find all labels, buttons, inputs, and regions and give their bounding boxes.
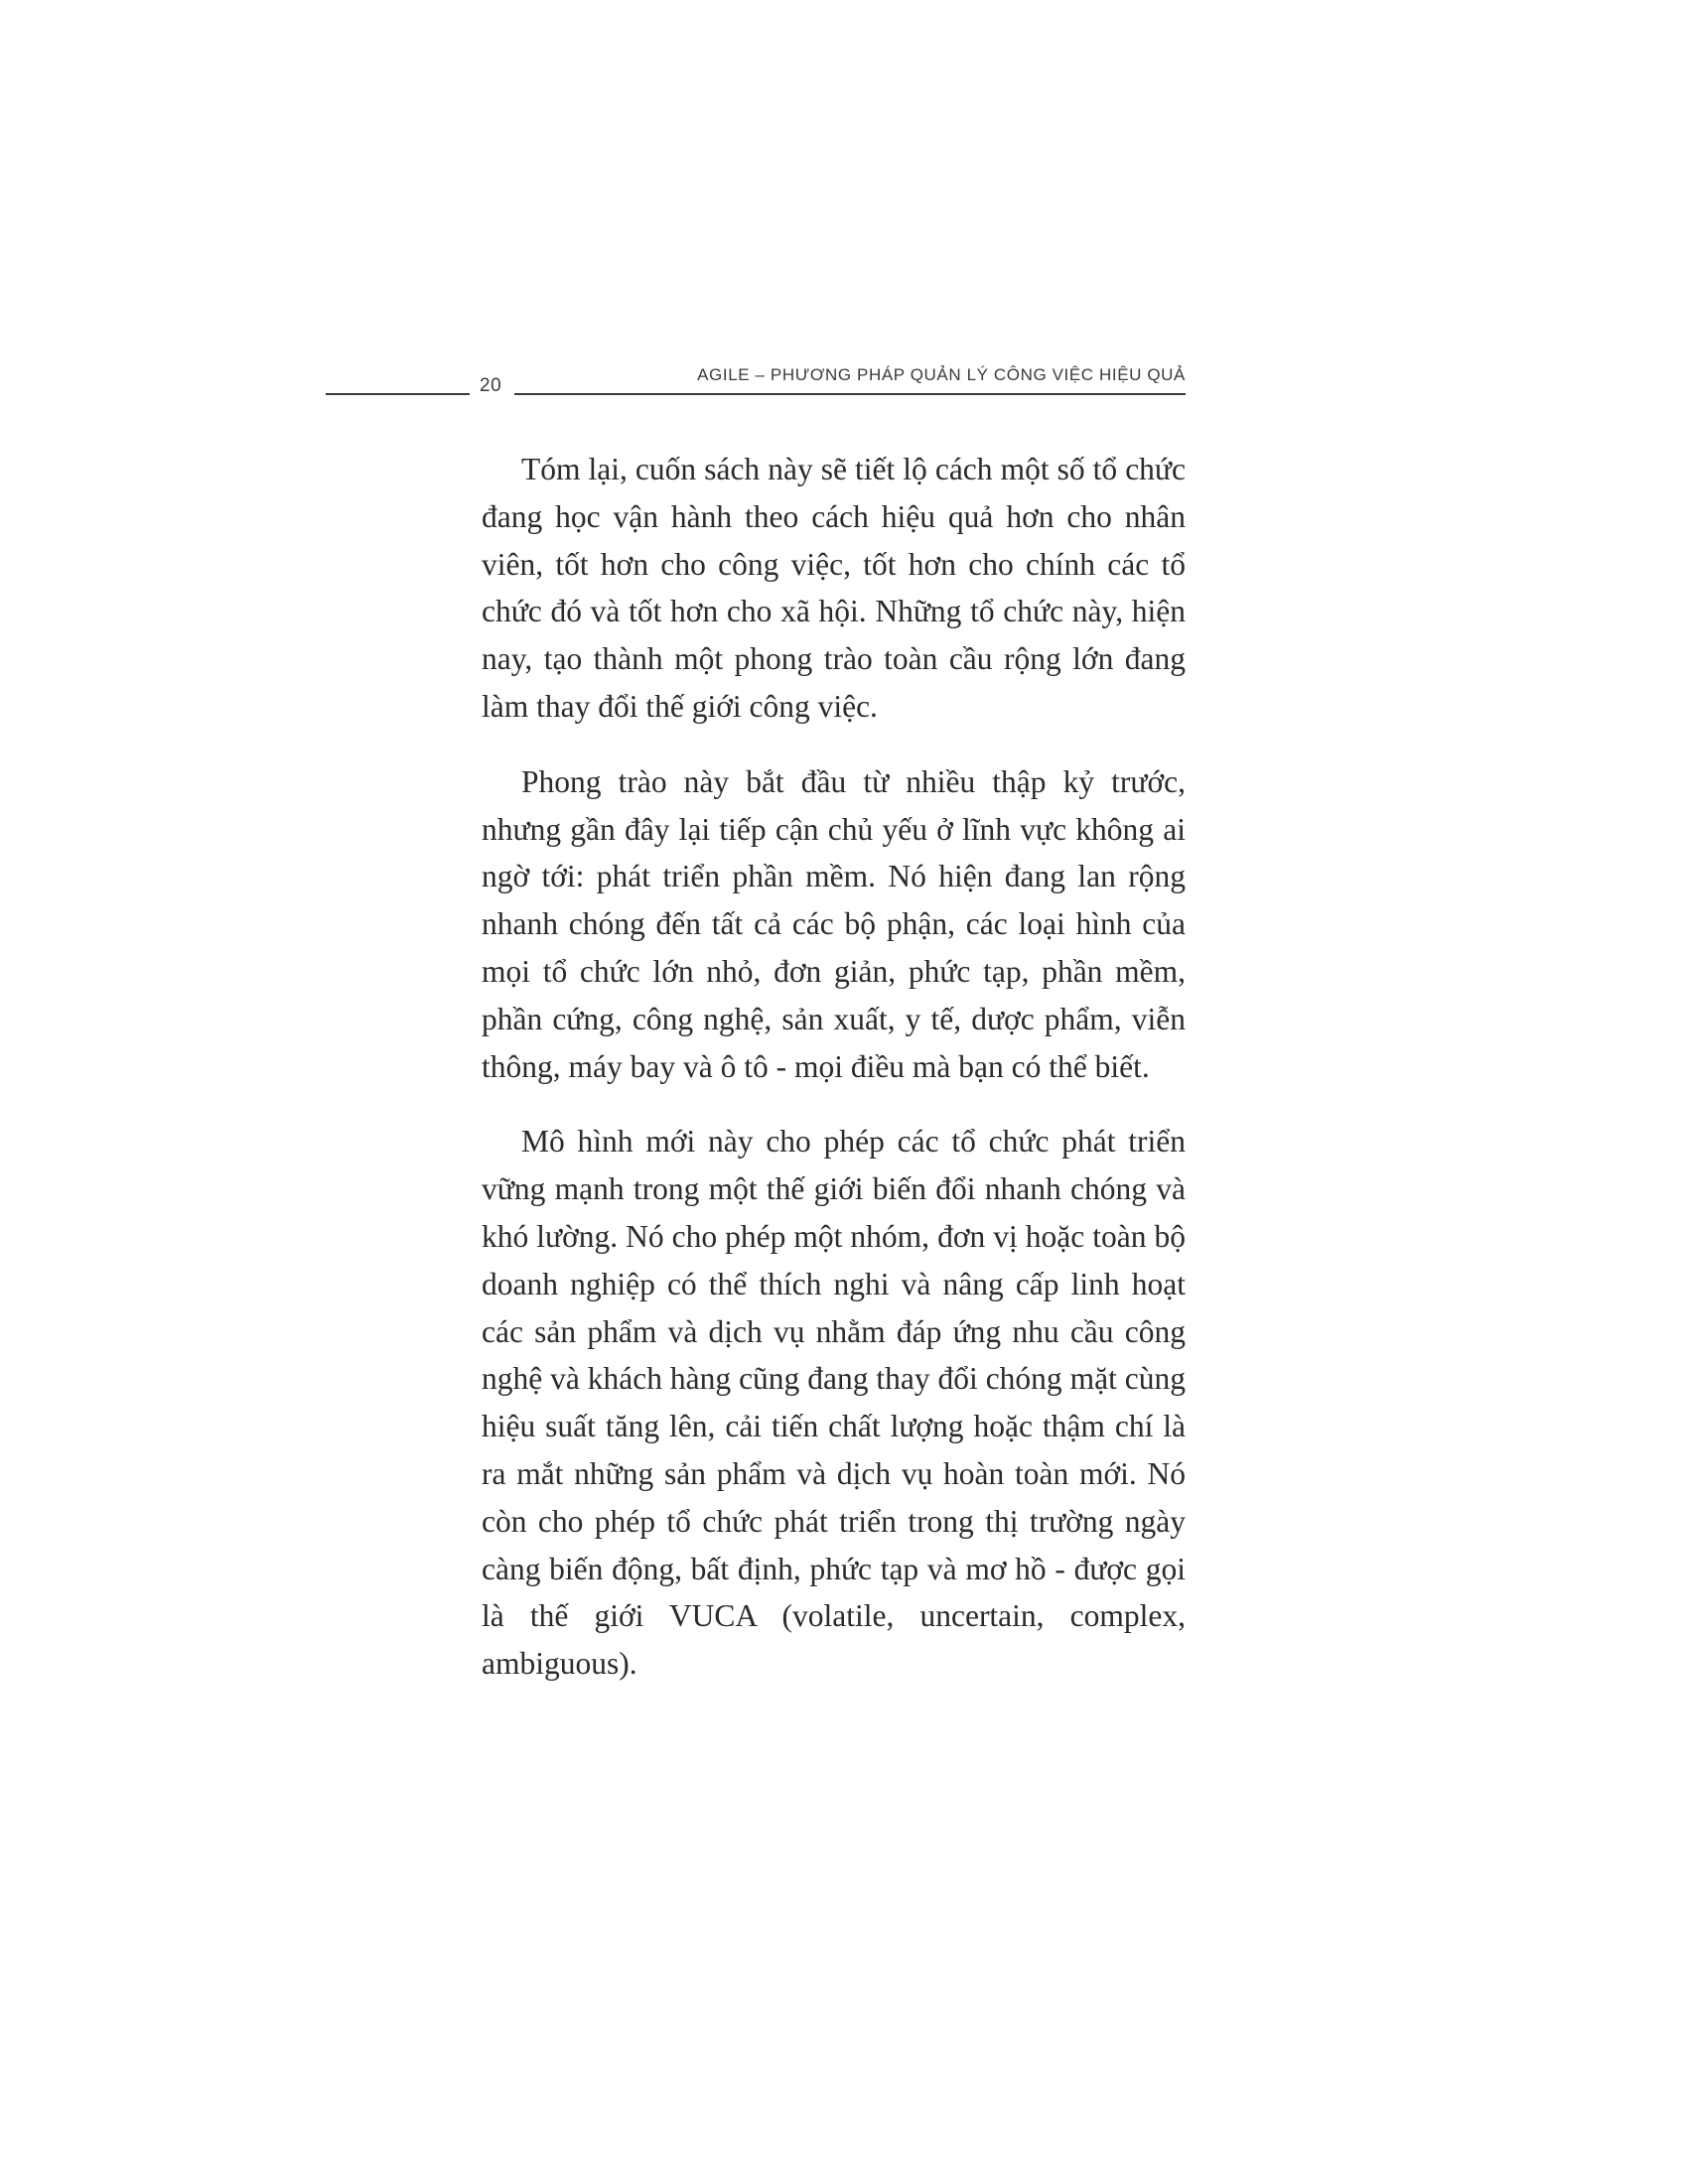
body-text bbox=[482, 446, 1186, 1715]
page-number: 20 bbox=[480, 375, 502, 396]
paragraph-3: Mô hình mới này cho phép các tổ chức phát triển vững mạnh trong một thế giới biến đổi nhanh chóng và khó lường. Nó cho phép một nhóm, đơn vị hoặc toàn bộ doanh nghiệp có thể thích nghi và nâng cấp linh hoạt các sản phẩm và dịch vụ nhằm đáp ứng nhu cầu công nghệ và khách hàng cũng đang thay đổi chóng mặt cùng hiệu suất tăng lên, cải tiến chất lượng hoặc thậm chí là ra mắt những sản phẩm và dịch vụ hoàn toàn mới. Nó còn cho phép tổ chức phát triển trong thị trường ngày càng biến động, bất định, phức tạp và mơ hồ - được gọi là thế giới VUCA (volatile, uncertain, complex, ambiguous). bbox=[482, 1124, 1186, 1682]
paragraph-1: Tóm lại, cuốn sách này sẽ tiết lộ cách một số tổ chức đang học vận hành theo cách hiệu quả hơn cho nhân viên, tốt hơn cho công việc, tốt hơn cho chính các tổ chức đó và tốt hơn cho xã hội. Những tổ chức này, hiện nay, tạo thành một phong trào toàn cầu rộng lớn đang làm thay đổi thế giới công việc. bbox=[482, 452, 1186, 724]
header-rule-right bbox=[514, 393, 1186, 395]
page-header bbox=[326, 357, 1186, 407]
header-rule-left bbox=[326, 393, 470, 395]
running-title: AGILE – PHƯƠNG PHÁP QUẢN LÝ CÔNG VIỆC HIỆU QUẢ bbox=[697, 365, 1186, 384]
paragraph-2: Phong trào này bắt đầu từ nhiều thập kỷ trước, nhưng gần đây lại tiếp cận chủ yếu ở lĩnh vực không ai ngờ tới: phát triển phần mềm. Nó hiện đang lan rộng nhanh chóng đến tất cả các bộ phận, các loại hình của mọi tổ chức lớn nhỏ, đơn giản, phức tạp, phần mềm, phần cứng, công nghệ, sản xuất, y tế, dược phẩm, viễn thông, máy bay và ô tô - mọi điều mà bạn có thể biết. bbox=[482, 763, 1186, 1084]
